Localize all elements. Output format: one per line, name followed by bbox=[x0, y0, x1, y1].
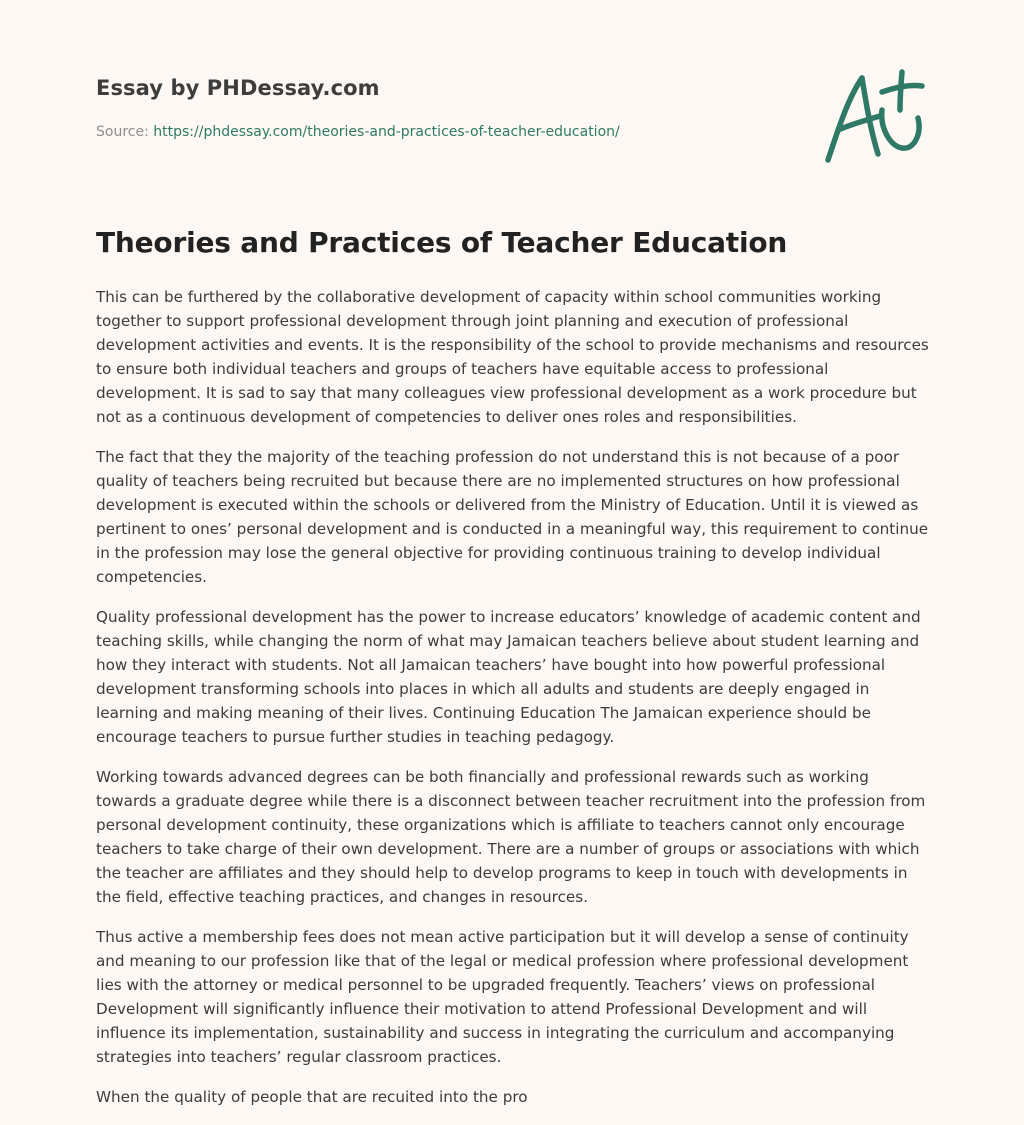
source-link[interactable]: https://phdessay.com/theories-and-practices-of-teacher-education/ bbox=[153, 124, 620, 140]
source-line bbox=[96, 124, 620, 140]
site-brand: Essay by PHDessay.com bbox=[96, 76, 380, 100]
essay-paragraph-truncated: When the quality of people that are recuited into the pro bbox=[96, 1088, 528, 1106]
essay-body bbox=[96, 285, 930, 1125]
essay-paragraph: The fact that they the majority of the teaching profession do not understand this is not because of a poor quality of teachers being recruited but because there are no implemented structures on how professional development is executed within the schools or delivered from the Ministry of Education. Until it is viewed as pertinent to ones’ personal development and is conducted in a meaningful way, this requirement to continue in the profession may lose the general objective for providing continuous training to develop individual competencies. bbox=[96, 448, 929, 586]
a-plus-logo-icon bbox=[818, 66, 930, 166]
essay-paragraph: Quality professional development has the power to increase educators’ knowledge of academic content and teaching skills, while changing the norm of what may Jamaican teachers believe about student learning and how they interact with students. Not all Jamaican teachers’ have bought into how powerful professional development transforming schools into places in which all adults and students are deeply engaged in learning and making meaning of their lives. Continuing Education The Jamaican experience should be encourage teachers to pursue further studies in teaching pedagogy. bbox=[96, 608, 921, 746]
essay-paragraph: Working towards advanced degrees can be both financially and professional rewards such as working towards a graduate degree while there is a disconnect between teacher recruitment into the profession from personal development continuity, these organizations which is affiliate to teachers cannot only encourage teachers to take charge of their own development. There are a number of groups or associations with which the teacher are affiliates and they should help to develop programs to keep in touch with developments in the field, effective teaching practices, and changes in resources. bbox=[96, 768, 926, 906]
essay-title: Theories and Practices of Teacher Education bbox=[96, 226, 788, 259]
essay-paragraph: Thus active a membership fees does not mean active participation but it will develop a sense of continuity and meaning to our profession like that of the legal or medical profession where professional development lies with the attorney or medical personnel to be upgraded frequently. Teachers’ views on professional Development will significantly influence their motivation to attend Professional Development and will influence its implementation, sustainability and success in integrating the curriculum and accompanying strategies into teachers’ regular classroom practices. bbox=[96, 928, 909, 1066]
source-label: Source: bbox=[96, 124, 154, 140]
logo-text bbox=[930, 66, 931, 67]
essay-paragraph: This can be furthered by the collaborative development of capacity within school communities working together to support professional development through joint planning and execution of professional development activities and events. It is the responsibility of the school to provide mechanisms and resources to ensure both individual teachers and groups of teachers have equitable access to professional development. It is sad to say that many colleagues view professional development as a work procedure but not as a continuous development of competencies to deliver ones roles and responsibilities. bbox=[96, 288, 929, 426]
